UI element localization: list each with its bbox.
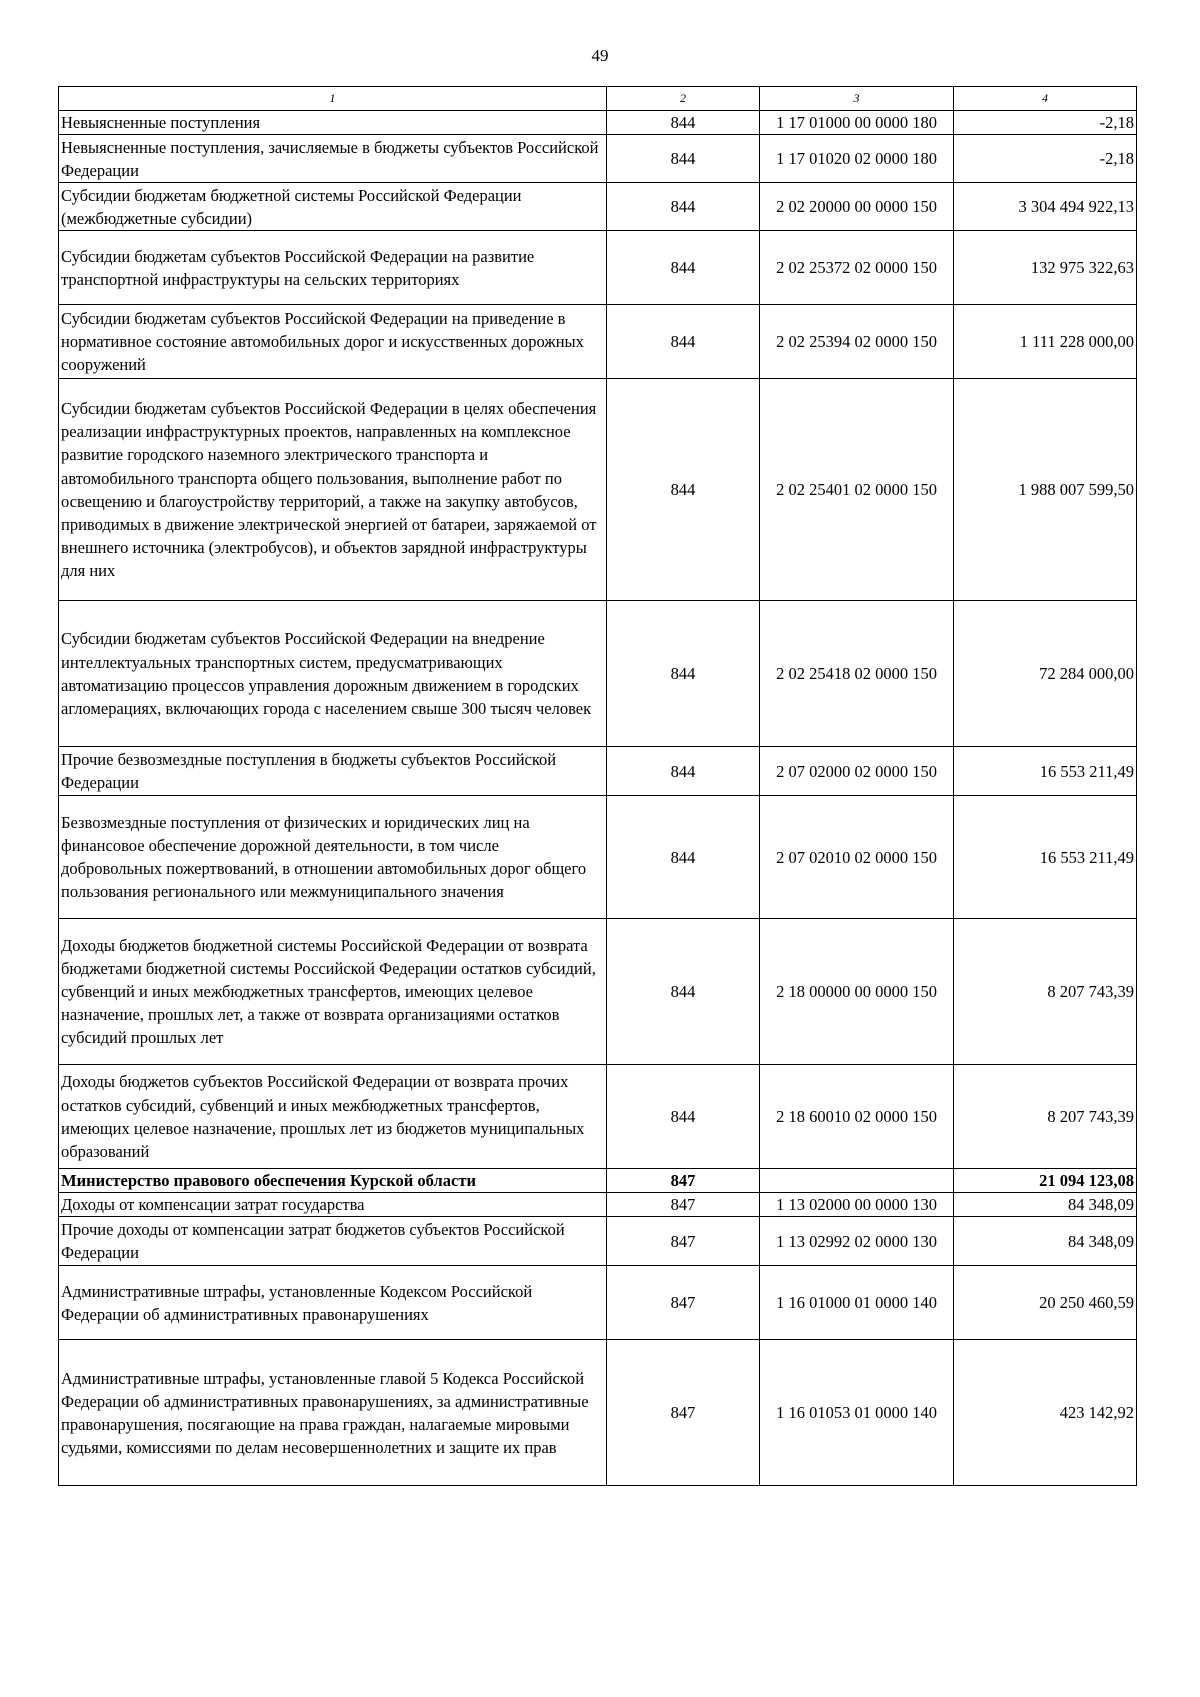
row-name: Административные штрафы, установленные Кодексом Российской Федерации об административных правонарушениях bbox=[59, 1266, 607, 1340]
row-name: Невыясненные поступления, зачисляемые в бюджеты субъектов Российской Федерации bbox=[59, 135, 607, 183]
row-name: Административные штрафы, установленные главой 5 Кодекса Российской Федерации об административных правонарушениях, за административные правонарушения, посягающие на права граждан, налагаемые мировыми судьями, комиссиями по делам несовершеннолетних и защите их прав bbox=[59, 1340, 607, 1486]
table-row bbox=[59, 601, 1137, 747]
row-budget-code: 2 02 25394 02 0000 150 bbox=[760, 305, 954, 379]
row-name: Прочие доходы от компенсации затрат бюджетов субъектов Российской Федерации bbox=[59, 1217, 607, 1266]
row-amount: -2,18 bbox=[954, 135, 1137, 183]
row-name: Субсидии бюджетам субъектов Российской Федерации на приведение в нормативное состояние автомобильных дорог и искусственных дорожных сооружений bbox=[59, 305, 607, 379]
row-admin-code: 844 bbox=[607, 1065, 760, 1169]
row-admin-code: 847 bbox=[607, 1217, 760, 1266]
table-row bbox=[59, 379, 1137, 601]
row-amount: 132 975 322,63 bbox=[954, 231, 1137, 305]
row-name: Министерство правового обеспечения Курской области bbox=[59, 1169, 607, 1193]
page-number: 49 bbox=[591, 46, 609, 65]
row-admin-code: 847 bbox=[607, 1193, 760, 1217]
row-amount: 8 207 743,39 bbox=[954, 919, 1137, 1065]
row-budget-code: 1 16 01053 01 0000 140 bbox=[760, 1340, 954, 1486]
table-row bbox=[59, 1065, 1137, 1169]
table-row bbox=[59, 305, 1137, 379]
header-row bbox=[59, 87, 1137, 111]
row-budget-code: 2 18 60010 02 0000 150 bbox=[760, 1065, 954, 1169]
row-budget-code: 1 13 02000 00 0000 130 bbox=[760, 1193, 954, 1217]
row-admin-code: 844 bbox=[607, 231, 760, 305]
row-admin-code: 844 bbox=[607, 111, 760, 135]
row-amount: 21 094 123,08 bbox=[954, 1169, 1137, 1193]
table-row bbox=[59, 231, 1137, 305]
row-admin-code: 844 bbox=[607, 305, 760, 379]
table-row bbox=[59, 1217, 1137, 1266]
row-admin-code: 847 bbox=[607, 1169, 760, 1193]
row-admin-code: 844 bbox=[607, 796, 760, 919]
row-budget-code: 1 17 01020 02 0000 180 bbox=[760, 135, 954, 183]
row-budget-code: 2 02 25401 02 0000 150 bbox=[760, 379, 954, 601]
table-row bbox=[59, 1340, 1137, 1486]
table-row bbox=[59, 919, 1137, 1065]
row-budget-code: 1 17 01000 00 0000 180 bbox=[760, 111, 954, 135]
row-budget-code: 2 02 25418 02 0000 150 bbox=[760, 601, 954, 747]
header-col-2: 2 bbox=[607, 87, 760, 111]
row-admin-code: 847 bbox=[607, 1340, 760, 1486]
row-budget-code: 2 02 25372 02 0000 150 bbox=[760, 231, 954, 305]
row-budget-code: 1 16 01000 01 0000 140 bbox=[760, 1266, 954, 1340]
row-amount: 1 111 228 000,00 bbox=[954, 305, 1137, 379]
row-amount: 84 348,09 bbox=[954, 1217, 1137, 1266]
row-amount: -2,18 bbox=[954, 111, 1137, 135]
row-amount: 8 207 743,39 bbox=[954, 1065, 1137, 1169]
row-amount: 84 348,09 bbox=[954, 1193, 1137, 1217]
table-row bbox=[59, 1266, 1137, 1340]
table-row bbox=[59, 135, 1137, 183]
header-col-4: 4 bbox=[954, 87, 1137, 111]
row-budget-code bbox=[760, 1169, 954, 1193]
table-row bbox=[59, 796, 1137, 919]
row-name: Доходы от компенсации затрат государства bbox=[59, 1193, 607, 1217]
row-budget-code: 1 13 02992 02 0000 130 bbox=[760, 1217, 954, 1266]
row-amount: 3 304 494 922,13 bbox=[954, 183, 1137, 231]
table-row bbox=[59, 183, 1137, 231]
row-amount: 20 250 460,59 bbox=[954, 1266, 1137, 1340]
row-admin-code: 844 bbox=[607, 747, 760, 796]
table-row bbox=[59, 111, 1137, 135]
row-amount: 1 988 007 599,50 bbox=[954, 379, 1137, 601]
row-amount: 72 284 000,00 bbox=[954, 601, 1137, 747]
row-budget-code: 2 18 00000 00 0000 150 bbox=[760, 919, 954, 1065]
revenue-table bbox=[58, 86, 1137, 1486]
table-row bbox=[59, 1193, 1137, 1217]
row-name: Доходы бюджетов субъектов Российской Федерации от возврата прочих остатков субсидий, субвенций и иных межбюджетных трансфертов, имеющих целевое назначение, прошлых лет из бюджетов муниципальных образований bbox=[59, 1065, 607, 1169]
row-name: Невыясненные поступления bbox=[59, 111, 607, 135]
row-amount: 16 553 211,49 bbox=[954, 747, 1137, 796]
table-row bbox=[59, 747, 1137, 796]
row-name: Безвозмездные поступления от физических и юридических лиц на финансовое обеспечение дорожной деятельности, в том числе добровольных пожертвований, в отношении автомобильных дорог общего пользования регионального или межмуниципального значения bbox=[59, 796, 607, 919]
row-admin-code: 844 bbox=[607, 135, 760, 183]
row-admin-code: 844 bbox=[607, 379, 760, 601]
row-admin-code: 847 bbox=[607, 1266, 760, 1340]
row-budget-code: 2 07 02010 02 0000 150 bbox=[760, 796, 954, 919]
header-col-1: 1 bbox=[59, 87, 607, 111]
row-name: Субсидии бюджетам субъектов Российской Федерации на развитие транспортной инфраструктуры на сельских территориях bbox=[59, 231, 607, 305]
table-row-ministry bbox=[59, 1169, 1137, 1193]
row-budget-code: 2 07 02000 02 0000 150 bbox=[760, 747, 954, 796]
row-admin-code: 844 bbox=[607, 919, 760, 1065]
row-name: Субсидии бюджетам субъектов Российской Федерации на внедрение интеллектуальных транспортных систем, предусматривающих автоматизацию процессов управления дорожным движением в городских агломерациях, включающих города с населением свыше 300 тысяч человек bbox=[59, 601, 607, 747]
row-amount: 16 553 211,49 bbox=[954, 796, 1137, 919]
row-name: Субсидии бюджетам бюджетной системы Российской Федерации (межбюджетные субсидии) bbox=[59, 183, 607, 231]
row-admin-code: 844 bbox=[607, 601, 760, 747]
row-amount: 423 142,92 bbox=[954, 1340, 1137, 1486]
row-name: Прочие безвозмездные поступления в бюджеты субъектов Российской Федерации bbox=[59, 747, 607, 796]
row-name: Доходы бюджетов бюджетной системы Российской Федерации от возврата бюджетами бюджетной системы Российской Федерации остатков субсидий, субвенций и иных межбюджетных трансфертов, имеющих целевое назначение, прошлых лет, а также от возврата организациями остатков субсидий прошлых лет bbox=[59, 919, 607, 1065]
row-budget-code: 2 02 20000 00 0000 150 bbox=[760, 183, 954, 231]
header-col-3: 3 bbox=[760, 87, 954, 111]
row-name: Субсидии бюджетам субъектов Российской Федерации в целях обеспечения реализации инфраструктурных проектов, направленных на комплексное развитие городского наземного электрического транспорта и автомобильного транспорта общего пользования, выполнение работ по освещению и благоустройству территорий, а также на закупку автобусов, приводимых в движение электрической энергией от батареи, заряжаемой от внешнего источника (электробусов), и объектов зарядной инфраструктуры для них bbox=[59, 379, 607, 601]
row-admin-code: 844 bbox=[607, 183, 760, 231]
